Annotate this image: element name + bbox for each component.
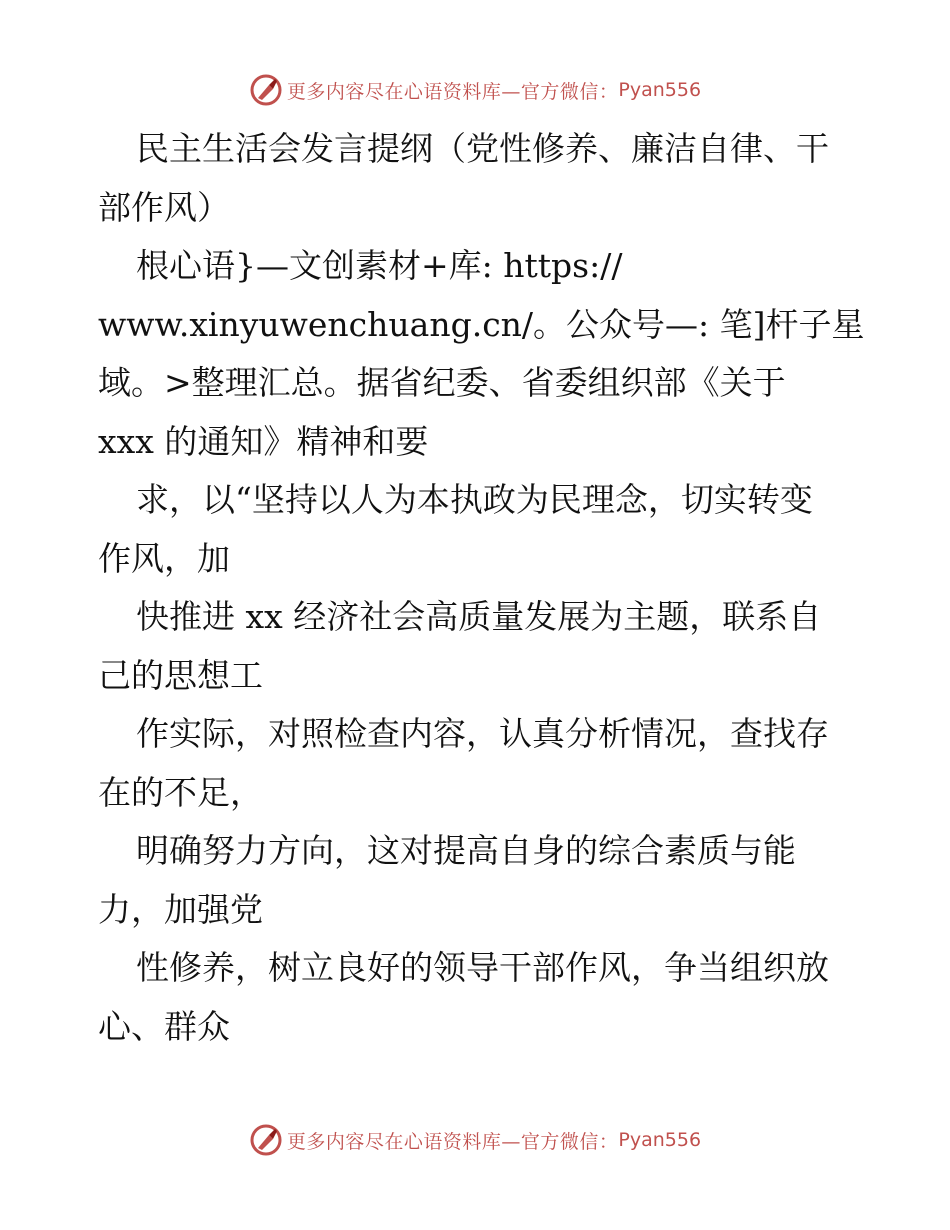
text-line: 民主生活会发言提纲（党性修养、廉洁自律、干 [136, 129, 829, 168]
header-banner-text: 更多内容尽在心语资料库—官方微信： [286, 80, 619, 103]
text-line: www.xinyuwenchuang.cn/。公众号—: 笔]杆子星 [98, 304, 865, 344]
pen-nib-logo-icon [249, 73, 283, 107]
text-line: 在的不足， [98, 772, 263, 812]
pen-nib-logo-icon [249, 1123, 283, 1157]
text-line: 求，以“坚持以人为本执政为民理念，切实转变 [136, 480, 813, 519]
text-line: 快推进 xx 经济社会高质量发展为主题，联系自 [136, 597, 822, 636]
text-line: 己的思想工 [98, 655, 263, 695]
text-line: 作实际，对照检查内容，认真分析情况，查找存 [136, 714, 829, 753]
text-line: 部作风） [98, 187, 230, 227]
footer-wechat-id: Pyan556 [618, 1129, 702, 1151]
text-line: 性修养，树立良好的领导干部作风，争当组织放 [136, 948, 829, 987]
footer-banner [0, 1120, 950, 1160]
text-line: 心、群众 [98, 1006, 230, 1046]
header-banner [0, 70, 950, 110]
text-line: xxx 的通知》精神和要 [98, 421, 429, 461]
text-line: 根心语}—文创素材+库: https:// [136, 246, 623, 285]
text-line: 作风，加 [98, 538, 230, 578]
text-line: 域。>整理汇总。据省纪委、省委组织部《关于 [98, 363, 786, 402]
text-line: 明确努力方向，这对提高自身的综合素质与能 [136, 831, 796, 870]
header-wechat-id: Pyan556 [618, 79, 702, 101]
footer-banner-text: 更多内容尽在心语资料库—官方微信： [286, 1130, 619, 1153]
text-line: 力，加强党 [98, 889, 263, 929]
document-body [98, 120, 865, 1056]
